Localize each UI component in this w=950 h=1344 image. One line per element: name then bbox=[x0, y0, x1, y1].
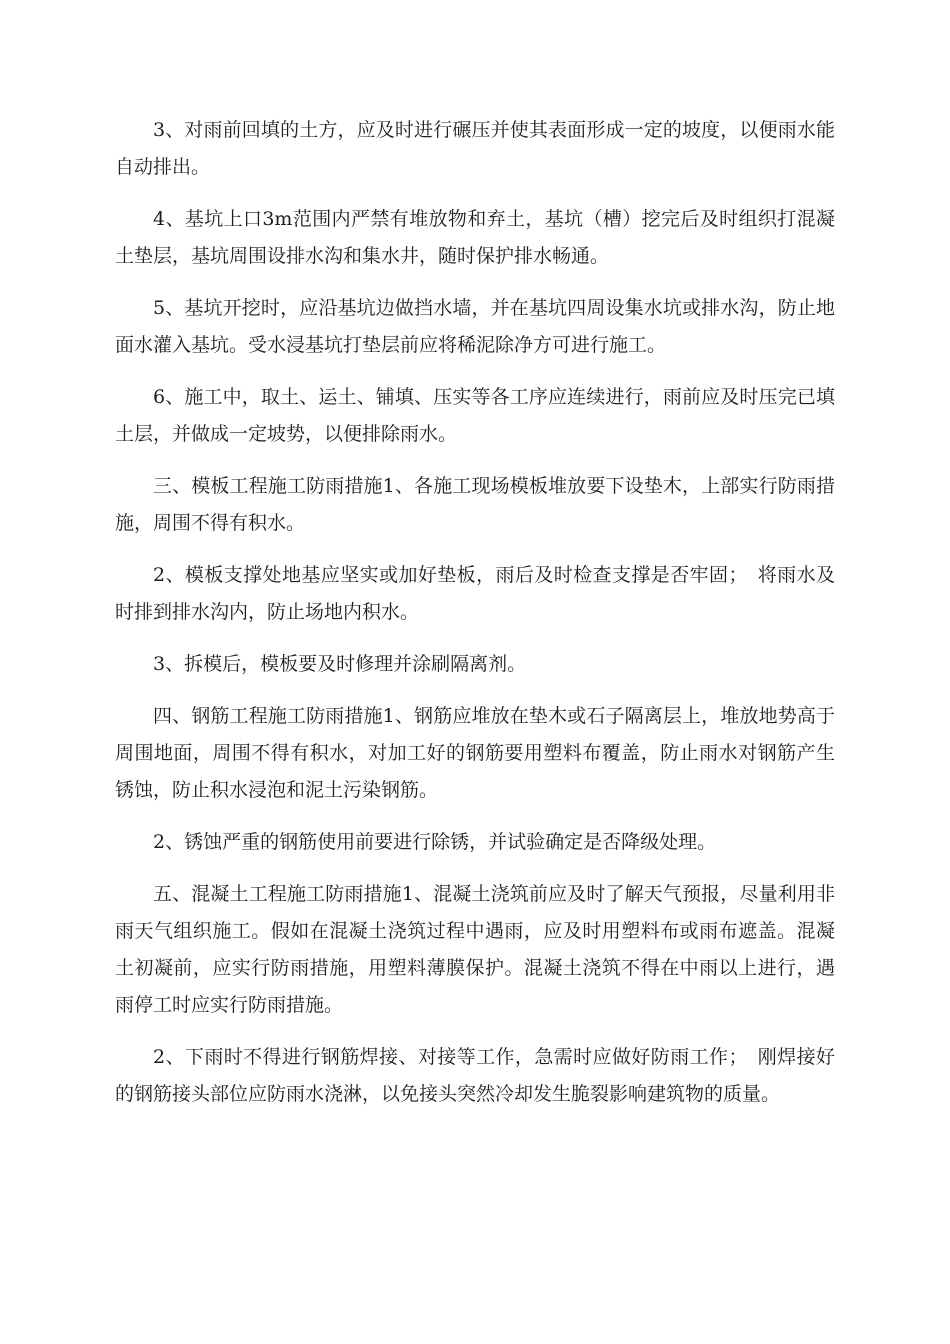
paragraph: 6、施工中，取土、运土、铺填、压实等各工序应连续进行，雨前应及时压完已填土层，并做成一定坡势，以便排除雨水。 bbox=[115, 386, 835, 445]
paragraph: 5、基坑开挖时，应沿基坑边做挡水墙，并在基坑四周设集水坑或排水沟，防止地面水灌入基坑。受水浸基坑打垫层前应将稀泥除净方可进行施工。 bbox=[115, 297, 835, 356]
paragraph: 四、钢筋工程施工防雨措施1、钢筋应堆放在垫木或石子隔离层上，堆放地势高于周围地面，周围不得有积水，对加工好的钢筋要用塑料布覆盖，防止雨水对钢筋产生锈蚀，防止积水浸泡和泥土污染钢筋。 bbox=[115, 705, 835, 801]
paragraph: 2、锈蚀严重的钢筋使用前要进行除锈，并试验确定是否降级处理。 bbox=[153, 831, 717, 853]
paragraph: 2、模板支撑处地基应坚实或加好垫板，雨后及时检查支撑是否牢固； 将雨水及时排到排水沟内，防止场地内积水。 bbox=[115, 564, 835, 623]
paragraph: 4、基坑上口3m范围内严禁有堆放物和弃土，基坑（槽）挖完后及时组织打混凝土垫层，基坑周围设排水沟和集水井，随时保护排水畅通。 bbox=[115, 208, 835, 267]
paragraph: 三、模板工程施工防雨措施1、各施工现场模板堆放要下设垫木，上部实行防雨措施，周围不得有积水。 bbox=[115, 475, 835, 534]
document-body bbox=[115, 112, 835, 1128]
paragraph: 3、对雨前回填的土方，应及时进行碾压并使其表面形成一定的坡度，以便雨水能自动排出。 bbox=[115, 119, 835, 178]
paragraph: 2、下雨时不得进行钢筋焊接、对接等工作，急需时应做好防雨工作； 刚焊接好的钢筋接头部位应防雨水浇淋，以免接头突然冷却发生脆裂影响建筑物的质量。 bbox=[115, 1046, 835, 1105]
paragraph: 3、拆模后，模板要及时修理并涂刷隔离剂。 bbox=[153, 653, 527, 675]
paragraph: 五、混凝土工程施工防雨措施1、混凝土浇筑前应及时了解天气预报，尽量利用非雨天气组织施工。假如在混凝土浇筑过程中遇雨，应及时用塑料布或雨布遮盖。混凝土初凝前，应实行防雨措施，用塑料薄膜保护。混凝土浇筑不得在中雨以上进行，遇雨停工时应实行防雨措施。 bbox=[115, 883, 835, 1016]
